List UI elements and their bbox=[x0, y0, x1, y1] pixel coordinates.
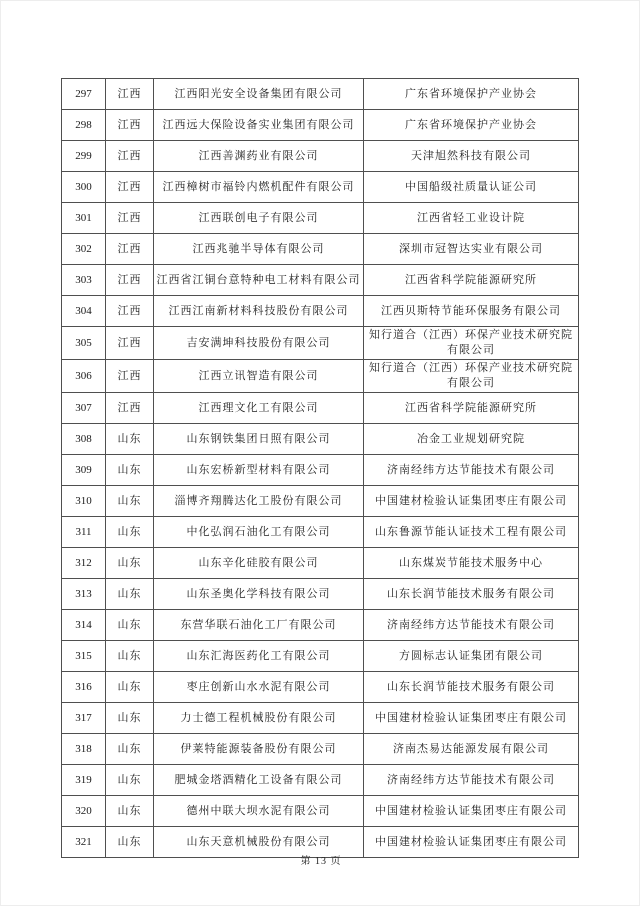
company-name-cell: 江西省江铜台意特种电工材料有限公司 bbox=[154, 265, 364, 296]
province-cell: 江西 bbox=[106, 110, 154, 141]
table-row bbox=[62, 172, 579, 203]
organization-name-cell: 冶金工业规划研究院 bbox=[364, 424, 579, 455]
company-table bbox=[61, 78, 579, 858]
row-number-cell: 319 bbox=[62, 765, 106, 796]
table-row bbox=[62, 234, 579, 265]
row-number-cell: 309 bbox=[62, 455, 106, 486]
province-cell: 山东 bbox=[106, 548, 154, 579]
row-number-cell: 317 bbox=[62, 703, 106, 734]
row-number-cell: 302 bbox=[62, 234, 106, 265]
company-name-cell: 山东天意机械股份有限公司 bbox=[154, 827, 364, 858]
row-number-cell: 312 bbox=[62, 548, 106, 579]
row-number-cell: 300 bbox=[62, 172, 106, 203]
province-cell: 江西 bbox=[106, 360, 154, 393]
page-number: 第 13 页 bbox=[300, 856, 342, 867]
table-row bbox=[62, 548, 579, 579]
row-number-cell: 311 bbox=[62, 517, 106, 548]
province-cell: 江西 bbox=[106, 141, 154, 172]
company-name-cell: 山东汇海医药化工有限公司 bbox=[154, 641, 364, 672]
table-row bbox=[62, 517, 579, 548]
organization-name-cell: 山东长润节能技术服务有限公司 bbox=[364, 672, 579, 703]
table-row bbox=[62, 734, 579, 765]
row-number-cell: 316 bbox=[62, 672, 106, 703]
table-row bbox=[62, 610, 579, 641]
row-number-cell: 315 bbox=[62, 641, 106, 672]
table-row bbox=[62, 296, 579, 327]
row-number-cell: 303 bbox=[62, 265, 106, 296]
table-row bbox=[62, 393, 579, 424]
table-row bbox=[62, 796, 579, 827]
organization-name-cell: 天津旭然科技有限公司 bbox=[364, 141, 579, 172]
row-number-cell: 320 bbox=[62, 796, 106, 827]
organization-name-cell: 深圳市冠智达实业有限公司 bbox=[364, 234, 579, 265]
company-name-cell: 中化弘润石油化工有限公司 bbox=[154, 517, 364, 548]
organization-name-cell: 济南经纬方达节能技术有限公司 bbox=[364, 455, 579, 486]
province-cell: 山东 bbox=[106, 579, 154, 610]
province-cell: 山东 bbox=[106, 827, 154, 858]
row-number-cell: 308 bbox=[62, 424, 106, 455]
organization-name-cell: 山东煤炭节能技术服务中心 bbox=[364, 548, 579, 579]
organization-name-cell: 山东鲁源节能认证技术工程有限公司 bbox=[364, 517, 579, 548]
organization-name-cell: 济南杰易达能源发展有限公司 bbox=[364, 734, 579, 765]
table-row bbox=[62, 486, 579, 517]
company-name-cell: 江西远大保险设备实业集团有限公司 bbox=[154, 110, 364, 141]
province-cell: 山东 bbox=[106, 765, 154, 796]
province-cell: 江西 bbox=[106, 265, 154, 296]
table-row bbox=[62, 765, 579, 796]
organization-name-cell: 山东长润节能技术服务有限公司 bbox=[364, 579, 579, 610]
organization-name-cell: 中国建材检验认证集团枣庄有限公司 bbox=[364, 827, 579, 858]
organization-name-cell: 江西省轻工业设计院 bbox=[364, 203, 579, 234]
company-table-body bbox=[62, 79, 579, 858]
row-number-cell: 305 bbox=[62, 327, 106, 360]
company-name-cell: 江西立讯智造有限公司 bbox=[154, 360, 364, 393]
company-name-cell: 枣庄创新山水水泥有限公司 bbox=[154, 672, 364, 703]
company-name-cell: 肥城金塔酒精化工设备有限公司 bbox=[154, 765, 364, 796]
company-name-cell: 江西联创电子有限公司 bbox=[154, 203, 364, 234]
company-name-cell: 江西理文化工有限公司 bbox=[154, 393, 364, 424]
table-row bbox=[62, 579, 579, 610]
company-name-cell: 德州中联大坝水泥有限公司 bbox=[154, 796, 364, 827]
organization-name-cell: 济南经纬方达节能技术有限公司 bbox=[364, 610, 579, 641]
province-cell: 山东 bbox=[106, 734, 154, 765]
table-row bbox=[62, 455, 579, 486]
province-cell: 江西 bbox=[106, 234, 154, 265]
company-name-cell: 山东钢铁集团日照有限公司 bbox=[154, 424, 364, 455]
row-number-cell: 321 bbox=[62, 827, 106, 858]
province-cell: 江西 bbox=[106, 203, 154, 234]
company-name-cell: 吉安满坤科技股份有限公司 bbox=[154, 327, 364, 360]
company-name-cell: 江西樟树市福铃内燃机配件有限公司 bbox=[154, 172, 364, 203]
province-cell: 山东 bbox=[106, 672, 154, 703]
company-name-cell: 淄博齐翔腾达化工股份有限公司 bbox=[154, 486, 364, 517]
company-name-cell: 山东宏桥新型材料有限公司 bbox=[154, 455, 364, 486]
organization-name-cell: 中国建材检验认证集团枣庄有限公司 bbox=[364, 703, 579, 734]
row-number-cell: 307 bbox=[62, 393, 106, 424]
table-row bbox=[62, 79, 579, 110]
organization-name-cell: 中国船级社质量认证公司 bbox=[364, 172, 579, 203]
organization-name-cell: 江西省科学院能源研究所 bbox=[364, 265, 579, 296]
company-name-cell: 山东辛化硅胶有限公司 bbox=[154, 548, 364, 579]
province-cell: 山东 bbox=[106, 486, 154, 517]
row-number-cell: 298 bbox=[62, 110, 106, 141]
organization-name-cell: 知行道合（江西）环保产业技术研究院有限公司 bbox=[364, 360, 579, 393]
company-name-cell: 江西善渊药业有限公司 bbox=[154, 141, 364, 172]
organization-name-cell: 广东省环境保护产业协会 bbox=[364, 110, 579, 141]
row-number-cell: 301 bbox=[62, 203, 106, 234]
row-number-cell: 304 bbox=[62, 296, 106, 327]
province-cell: 山东 bbox=[106, 796, 154, 827]
organization-name-cell: 知行道合（江西）环保产业技术研究院有限公司 bbox=[364, 327, 579, 360]
province-cell: 山东 bbox=[106, 424, 154, 455]
table-row bbox=[62, 110, 579, 141]
row-number-cell: 318 bbox=[62, 734, 106, 765]
province-cell: 山东 bbox=[106, 703, 154, 734]
province-cell: 江西 bbox=[106, 79, 154, 110]
company-name-cell: 力士德工程机械股份有限公司 bbox=[154, 703, 364, 734]
province-cell: 江西 bbox=[106, 327, 154, 360]
organization-name-cell: 中国建材检验认证集团枣庄有限公司 bbox=[364, 796, 579, 827]
row-number-cell: 313 bbox=[62, 579, 106, 610]
table-row bbox=[62, 141, 579, 172]
province-cell: 江西 bbox=[106, 172, 154, 203]
table-row bbox=[62, 265, 579, 296]
table-row bbox=[62, 327, 579, 360]
row-number-cell: 297 bbox=[62, 79, 106, 110]
row-number-cell: 310 bbox=[62, 486, 106, 517]
organization-name-cell: 济南经纬方达节能技术有限公司 bbox=[364, 765, 579, 796]
table-row bbox=[62, 703, 579, 734]
organization-name-cell: 方圆标志认证集团有限公司 bbox=[364, 641, 579, 672]
row-number-cell: 299 bbox=[62, 141, 106, 172]
organization-name-cell: 广东省环境保护产业协会 bbox=[364, 79, 579, 110]
company-name-cell: 江西江南新材料科技股份有限公司 bbox=[154, 296, 364, 327]
company-name-cell: 东营华联石油化工厂有限公司 bbox=[154, 610, 364, 641]
company-name-cell: 山东圣奥化学科技有限公司 bbox=[154, 579, 364, 610]
table-row bbox=[62, 203, 579, 234]
province-cell: 山东 bbox=[106, 641, 154, 672]
province-cell: 山东 bbox=[106, 610, 154, 641]
organization-name-cell: 江西贝斯特节能环保服务有限公司 bbox=[364, 296, 579, 327]
company-name-cell: 江西阳光安全设备集团有限公司 bbox=[154, 79, 364, 110]
row-number-cell: 314 bbox=[62, 610, 106, 641]
province-cell: 江西 bbox=[106, 296, 154, 327]
province-cell: 江西 bbox=[106, 393, 154, 424]
table-row bbox=[62, 360, 579, 393]
province-cell: 山东 bbox=[106, 455, 154, 486]
company-name-cell: 伊莱特能源装备股份有限公司 bbox=[154, 734, 364, 765]
province-cell: 山东 bbox=[106, 517, 154, 548]
row-number-cell: 306 bbox=[62, 360, 106, 393]
organization-name-cell: 中国建材检验认证集团枣庄有限公司 bbox=[364, 486, 579, 517]
table-row bbox=[62, 672, 579, 703]
organization-name-cell: 江西省科学院能源研究所 bbox=[364, 393, 579, 424]
table-row bbox=[62, 641, 579, 672]
table-row bbox=[62, 424, 579, 455]
company-name-cell: 江西兆驰半导体有限公司 bbox=[154, 234, 364, 265]
